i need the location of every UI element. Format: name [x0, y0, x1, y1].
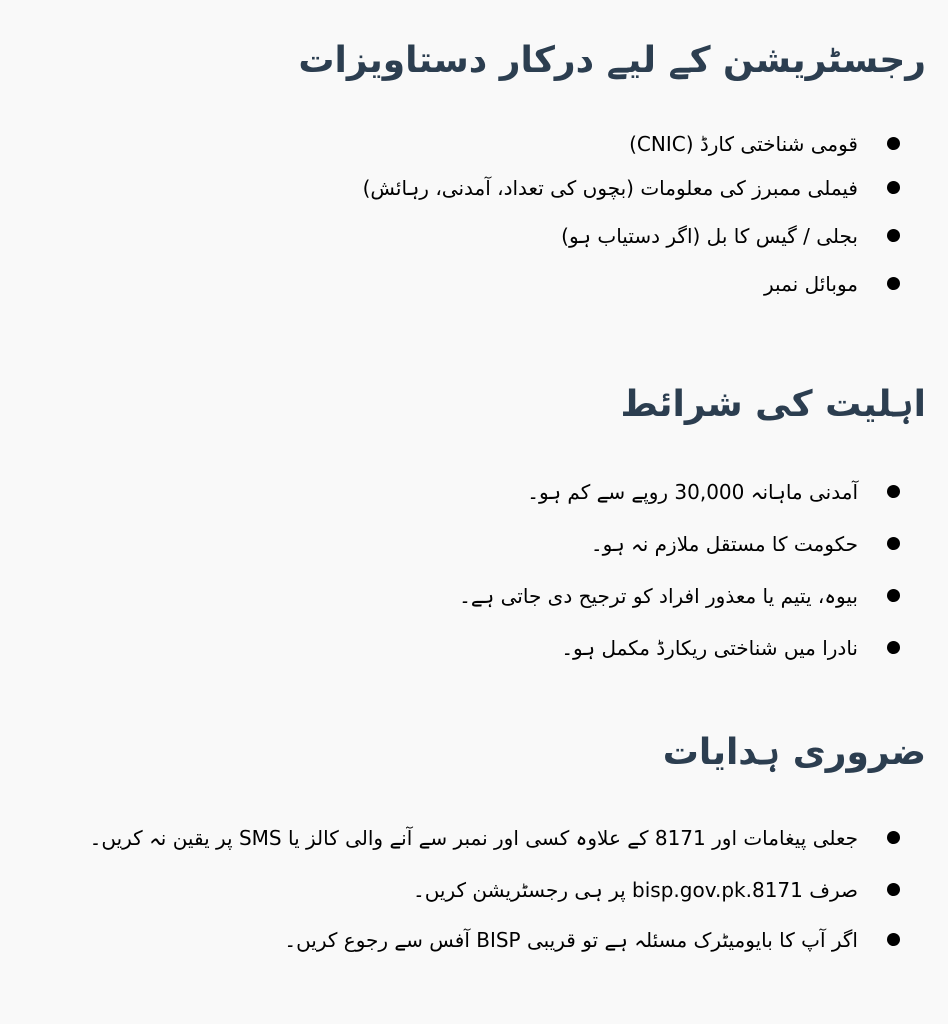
- heading-important-instructions: ضروری ہدایات: [662, 732, 926, 773]
- bullet-icon: [887, 641, 900, 654]
- important-instructions-list: [90, 820, 900, 958]
- list-item: [90, 872, 900, 908]
- list-item: [363, 218, 900, 254]
- list-item: [363, 126, 900, 162]
- list-item: [90, 820, 900, 856]
- list-item-text: فیملی ممبرز کی معلومات (بچوں کی تعداد، آمدنی، رہائش): [362, 176, 858, 200]
- bullet-icon: [887, 831, 900, 844]
- list-item-text: نادرا میں شناختی ریکارڈ مکمل ہو۔: [561, 636, 858, 660]
- bullet-icon: [887, 229, 900, 242]
- list-item: [363, 170, 900, 206]
- list-item: [459, 474, 900, 510]
- bullet-icon: [887, 485, 900, 498]
- list-item-text: جعلی پیغامات اور 8171 کے علاوہ کسی اور نمبر سے آنے والی کالز یا SMS پر یقین نہ کریں۔: [89, 826, 858, 850]
- heading-required-documents: رجسٹریشن کے لیے درکار دستاویزات: [298, 40, 926, 81]
- list-item-text: بجلی / گیس کا بل (اگر دستیاب ہو): [561, 224, 858, 248]
- list-item-text: قومی شناختی کارڈ (CNIC): [629, 132, 858, 156]
- list-item-text: موبائل نمبر: [764, 272, 858, 296]
- eligibility-criteria-list: [459, 474, 900, 666]
- heading-eligibility-criteria: اہلیت کی شرائط: [620, 384, 926, 425]
- bullet-icon: [887, 589, 900, 602]
- list-item: [459, 578, 900, 614]
- list-item: [459, 526, 900, 562]
- bullet-icon: [887, 883, 900, 896]
- list-item-text: بیوہ، یتیم یا معذور افراد کو ترجیح دی جاتی ہے۔: [459, 584, 858, 608]
- bullet-icon: [887, 933, 900, 946]
- bullet-icon: [887, 537, 900, 550]
- list-item: [459, 630, 900, 666]
- list-item-text: آمدنی ماہانہ 30,000 روپے سے کم ہو۔: [527, 480, 858, 504]
- bullet-icon: [887, 137, 900, 150]
- list-item-text: صرف 8171.bisp.gov.pk پر ہی رجسٹریشن کریں۔: [412, 878, 858, 902]
- list-item: [363, 266, 900, 302]
- required-documents-list: [363, 126, 900, 302]
- bullet-icon: [887, 277, 900, 290]
- list-item: [90, 922, 900, 958]
- list-item-text: حکومت کا مستقل ملازم نہ ہو۔: [590, 532, 858, 556]
- bullet-icon: [887, 181, 900, 194]
- list-item-text: اگر آپ کا بایومیٹرک مسئلہ ہے تو قریبی BISP آفس سے رجوع کریں۔: [284, 928, 858, 952]
